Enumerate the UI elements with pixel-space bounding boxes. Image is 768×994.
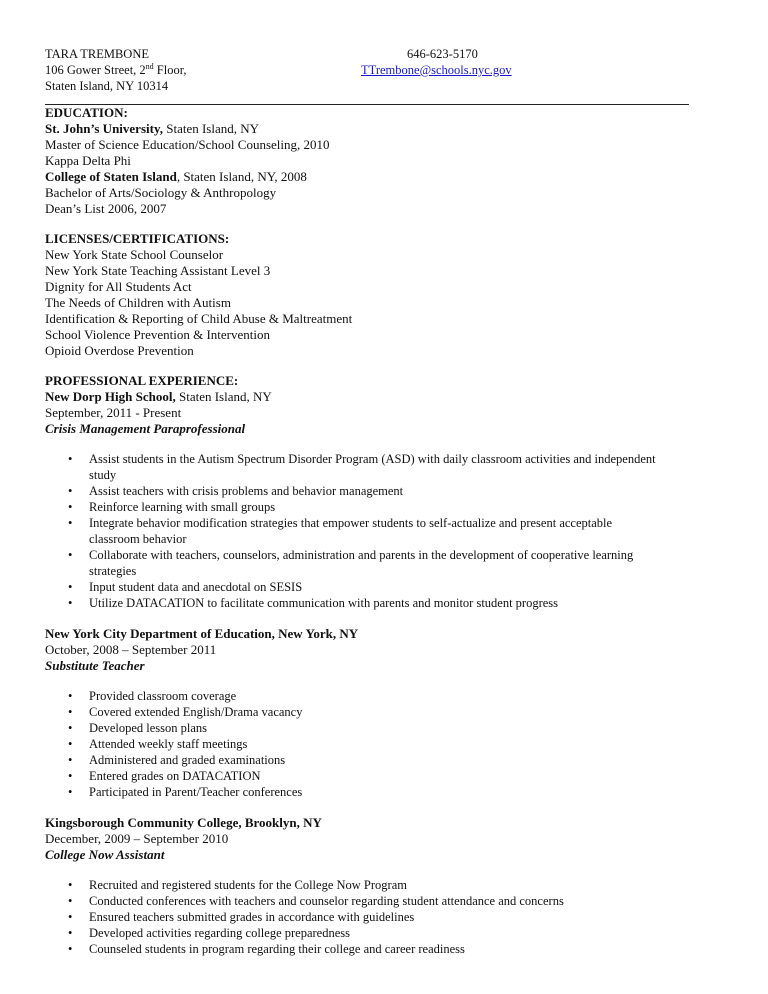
list-item: • Ensured teachers submitted grades in accordance with guidelines: [68, 909, 735, 925]
list-item: • Entered grades on DATACATION: [68, 768, 735, 784]
spacer: [45, 217, 735, 231]
job-3-dates: December, 2009 – September 2010: [45, 831, 229, 846]
list-item: • Assist teachers with crisis problems and behavior management: [68, 483, 735, 499]
licenses-heading: LICENSES/CERTIFICATIONS:: [45, 231, 230, 246]
street-address-pre: 106 Gower Street, 2: [45, 63, 146, 77]
license-item: Opioid Overdose Prevention: [45, 343, 194, 358]
education-degree-2: Bachelor of Arts/Sociology & Anthropology: [45, 185, 277, 200]
list-item: • Collaborate with teachers, counselors, administration and parents in the development of cooperative learning strategies: [68, 547, 735, 579]
list-item: • Input student data and anecdotal on SESIS: [68, 579, 735, 595]
school-1-name: St. John’s University,: [45, 121, 163, 136]
spacer: [45, 359, 735, 373]
education-honor-1: Kappa Delta Phi: [45, 153, 131, 168]
phone-number: 646-623-5170: [407, 47, 478, 61]
job-1-employer: [45, 389, 735, 405]
job-1-title: Crisis Management Paraprofessional: [45, 421, 246, 436]
job-3-employer: Kingsborough Community College, Brooklyn, NY: [45, 815, 322, 830]
education-degree-1: Master of Science Education/School Counseling, 2010: [45, 137, 330, 152]
street-address: [45, 62, 361, 78]
street-address-post: Floor,: [153, 63, 187, 77]
applicant-name: TARA TREMBONE: [45, 47, 149, 61]
job-2-bullets: [68, 688, 735, 800]
license-item: Identification & Reporting of Child Abuse & Maltreatment: [45, 311, 353, 326]
job-2-dates: October, 2008 – September 2011: [45, 642, 217, 657]
list-item: • Developed lesson plans: [68, 720, 735, 736]
list-item: • Assist students in the Autism Spectrum Disorder Program (ASD) with daily classroom activities and independent study: [68, 451, 735, 483]
list-item: • Provided classroom coverage: [68, 688, 735, 704]
list-item: • Integrate behavior modification strategies that empower students to self-actualize and present acceptable classroom behavior: [68, 515, 735, 547]
education-honor-2: Dean’s List 2006, 2007: [45, 201, 167, 216]
education-school-1: [45, 121, 735, 137]
license-item: The Needs of Children with Autism: [45, 295, 231, 310]
school-1-location: Staten Island, NY: [162, 121, 260, 136]
spacer: [45, 800, 735, 815]
list-item: • Developed activities regarding college preparedness: [68, 925, 735, 941]
school-2-name: College of Staten Island: [45, 169, 177, 184]
resume-page: [45, 46, 735, 957]
license-item: School Violence Prevention & Intervention: [45, 327, 270, 342]
list-item: • Participated in Parent/Teacher conferences: [68, 784, 735, 800]
header-row-2: [45, 62, 735, 78]
license-item: New York State Teaching Assistant Level 3: [45, 263, 271, 278]
spacer: [45, 611, 735, 626]
list-item: • Recruited and registered students for the College Now Program: [68, 877, 735, 893]
floor-superscript: nd: [145, 61, 154, 71]
job-1-dates: September, 2011 - Present: [45, 405, 182, 420]
list-item: • Covered extended English/Drama vacancy: [68, 704, 735, 720]
list-item: • Attended weekly staff meetings: [68, 736, 735, 752]
header-row-3: [45, 78, 735, 94]
list-item: • Counseled students in program regarding their college and career readiness: [68, 941, 735, 957]
list-item: • Conducted conferences with teachers and counselor regarding student attendance and concerns: [68, 893, 735, 909]
job-1-bullets: [68, 451, 735, 611]
license-item: Dignity for All Students Act: [45, 279, 192, 294]
header-row-1: [45, 46, 735, 62]
job-3-bullets: [68, 877, 735, 957]
education-school-2: [45, 169, 735, 185]
job-2-title: Substitute Teacher: [45, 658, 145, 673]
job-3-title: College Now Assistant: [45, 847, 165, 862]
city-address: Staten Island, NY 10314: [45, 79, 169, 93]
job-2-employer: New York City Department of Education, New York, NY: [45, 626, 359, 641]
education-heading: EDUCATION:: [45, 105, 128, 120]
job-1-location: Staten Island, NY: [175, 389, 272, 404]
list-item: • Administered and graded examinations: [68, 752, 735, 768]
list-item: • Reinforce learning with small groups: [68, 499, 735, 515]
license-item: New York State School Counselor: [45, 247, 224, 262]
school-2-location: , Staten Island, NY, 2008: [176, 169, 307, 184]
list-item: • Utilize DATACATION to facilitate communication with parents and monitor student progress: [68, 595, 735, 611]
job-1-employer-name: New Dorp High School,: [45, 389, 176, 404]
experience-heading: PROFESSIONAL EXPERIENCE:: [45, 373, 239, 388]
email-link[interactable]: TTrembone@schools.nyc.gov: [361, 63, 512, 77]
